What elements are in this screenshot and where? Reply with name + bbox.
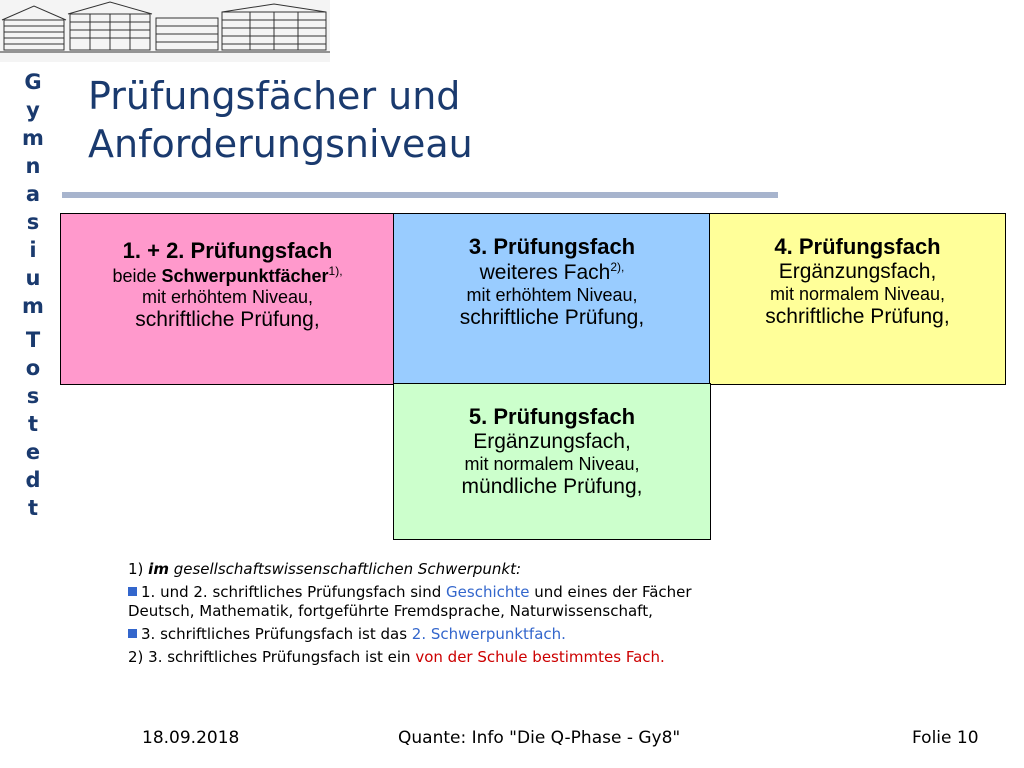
footnote-2: 2) 3. schriftliches Prüfungsfach ist ein von der Schule bestimmtes Fach. (128, 648, 665, 666)
box-line-1: Ergänzungsfach, (778, 260, 937, 283)
vertical-letter: y (26, 98, 40, 122)
footer-date: 18.09.2018 (142, 728, 240, 748)
vertical-letter: o (25, 356, 41, 380)
box-heading: 5. Prüfungsfach (468, 404, 636, 429)
exam-box-3 (393, 213, 711, 385)
footer-slide-number: Folie 10 (912, 728, 979, 748)
box-line-3: mündliche Prüfung, (461, 475, 643, 498)
vertical-letter: m (22, 126, 44, 150)
vertical-letter: i (29, 238, 37, 262)
box-line-2: mit normalem Niveau, (464, 454, 640, 474)
vertical-letter: G (24, 70, 42, 94)
box-line-1: weiteres Fach$^{2),}$ (479, 260, 625, 284)
title-line-1: Prüfungsfächer und (88, 74, 461, 118)
vertical-letter: s (26, 210, 40, 234)
footnote-1: 1) im gesellschaftswissenschaftlichen Schwerpunkt: (128, 560, 521, 578)
exam-box-5 (393, 383, 711, 540)
box-line-3: schriftliche Prüfung, (135, 308, 320, 331)
footnote-bullet-2: 3. schriftliches Prüfungsfach ist das 2. Schwerpunktfach. (128, 625, 1008, 644)
school-building-sketch (0, 0, 330, 62)
vertical-letter: d (25, 468, 41, 492)
vertical-letter: T (25, 328, 41, 352)
vertical-letter: t (27, 496, 39, 520)
box-line-2: mit erhöhtem Niveau, (141, 287, 314, 307)
box-line-1: beide Schwerpunktfächer$^{1),}$ (112, 264, 343, 286)
box-heading: 3. Prüfungsfach (468, 234, 636, 259)
title-underline (62, 192, 778, 198)
bullet-icon (128, 629, 137, 638)
box-heading: 4. Prüfungsfach (774, 234, 941, 259)
vertical-letter: t (27, 412, 39, 436)
exam-box-1-2 (60, 213, 395, 385)
box-line-3: schriftliche Prüfung, (765, 305, 950, 328)
vertical-letter: n (25, 154, 41, 178)
vertical-letter: e (25, 440, 41, 464)
box-line-2: mit normalem Niveau, (769, 284, 946, 304)
slide-title (88, 72, 708, 168)
vertical-school-name (16, 68, 50, 522)
title-line-2: Anforderungsniveau (88, 122, 473, 166)
vertical-letter: m (22, 294, 44, 318)
footnotes (128, 560, 1008, 671)
vertical-letter: s (26, 384, 40, 408)
vertical-letter: u (25, 266, 41, 290)
footnote-bullet-1: 1. und 2. schriftliches Prüfungsfach sind Geschichte und eines der Fächer Deutsch, Mathematik, fortgeführte Fremdsprache, Naturwissenschaft, (128, 583, 692, 620)
box-line-3: schriftliche Prüfung, (459, 306, 645, 329)
footer-title: Quante: Info "Die Q-Phase - Gy8" (398, 728, 681, 748)
exam-box-4 (709, 213, 1006, 385)
box-line-1: Ergänzungsfach, (473, 430, 631, 453)
vertical-letter: a (25, 182, 41, 206)
box-line-2: mit erhöhtem Niveau, (466, 285, 638, 305)
box-heading: 1. + 2. Prüfungsfach (122, 238, 333, 263)
bullet-icon (128, 587, 137, 596)
